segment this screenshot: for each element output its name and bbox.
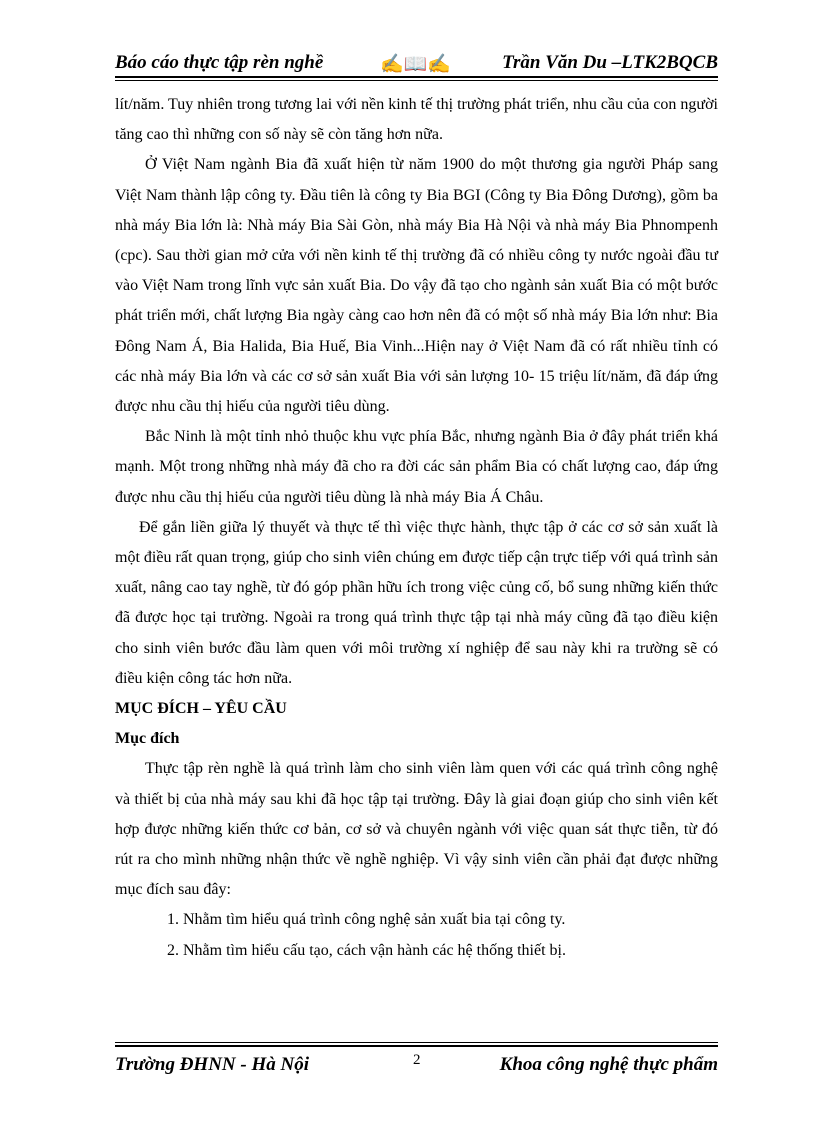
purpose-list (115, 905, 718, 965)
paragraph: Bắc Ninh là một tỉnh nhỏ thuộc khu vực phía Bắc, nhưng ngành Bia ở đây phát triển khá mạnh. Một trong những nhà máy đã cho ra đời các sản phẩm Bia có chất lượng cao, đáp ứng được nhu cầu thị hiếu của người tiêu dùng là nhà máy Bia Á Châu. (115, 428, 718, 506)
page-header (115, 46, 718, 76)
footer-department: Khoa công nghệ thực phẩm (499, 1054, 718, 1075)
book-ornament-icon: ✍📖✍ (380, 54, 451, 75)
page-body (115, 90, 718, 966)
paragraph: Ở Việt Nam ngành Bia đã xuất hiện từ năm 1900 do một thương gia người Pháp sang Việt Nam thành lập công ty. Đầu tiên là công ty Bia BGI (Công ty Bia Đông Dương), gồm ba nhà máy Bia lớn là: Nhà máy Bia Sài Gòn, nhà máy Bia Hà Nội và nhà máy Bia Phnompenh (cpc). Sau thời gian mở cửa với nền kinh tế thị trường đã có nhiều công ty nước ngoài đầu tư vào Việt Nam trong lĩnh vực sản xuất Bia. Do vậy đã tạo cho ngành sản xuất Bia có một bước phát triển mới, chất lượng Bia ngày càng cao hơn nên đã có một số nhà máy Bia lớn như: Bia Đông Nam Á, Bia Halida, Bia Huế, Bia Vinh...Hiện nay ở Việt Nam đã có rất nhiều tỉnh có các nhà máy Bia lớn và các cơ sở sản xuất Bia với sản lượng 10- 15 triệu lít/năm, đã đáp ứng được nhu cầu thị hiếu của người tiêu dùng. (115, 156, 718, 416)
sub-heading: Mục đích (115, 730, 180, 748)
header-rule-thin (115, 80, 718, 81)
list-item: 2. Nhằm tìm hiểu cấu tạo, cách vận hành các hệ thống thiết bị. (167, 941, 566, 959)
header-author: Trần Văn Du –LTK2BQCB (502, 52, 718, 73)
paragraph: Thực tập rèn nghề là quá trình làm cho sinh viên làm quen với các quá trình công nghệ và thiết bị của nhà máy sau khi đã học tập tại trường. Đây là giai đoạn giúp cho sinh viên kết hợp được những kiến thức cơ bản, cơ sở và chuyên ngành với việc quan sát thực tiễn, từ đó rút ra cho mình những nhận thức về nghề nghiệp. Vì vậy sinh viên cần phải đạt được những mục đích sau đây: (115, 760, 718, 899)
section-heading: MỤC ĐÍCH – YÊU CẦU (115, 700, 287, 718)
footer-rule (115, 1045, 718, 1047)
paragraph: lít/năm. Tuy nhiên trong tương lai với nền kinh tế thị trường phát triển, nhu cầu của con người tăng cao thì những con số này sẽ còn tăng hơn nữa. (115, 96, 718, 144)
paragraph: Để gắn liền giữa lý thuyết và thực tế thì việc thực hành, thực tập ở các cơ sở sản xuất là một điều rất quan trọng, giúp cho sinh viên chúng em được tiếp cận trực tiếp với quá trình sản xuất, nâng cao tay nghề, từ đó góp phần hữu ích trong việc củng cố, bổ sung những kiến thức đã được học tại trường. Ngoài ra trong quá trình thực tập tại nhà máy cũng đã tạo điều kiện cho sinh viên bước đầu làm quen với môi trường xí nghiệp để sau này khi ra trường sẽ có điều kiện công tác hơn nữa. (115, 518, 718, 687)
footer-school: Trường ĐHNN - Hà Nội (115, 1054, 309, 1075)
page-footer (115, 1050, 718, 1080)
header-rule (115, 76, 718, 78)
list-item: 1. Nhằm tìm hiểu quá trình công nghệ sản xuất bia tại công ty. (167, 911, 566, 929)
footer-rule-thin (115, 1042, 718, 1043)
page-number: 2 (413, 1052, 421, 1068)
header-title: Báo cáo thực tập rèn nghề (115, 52, 324, 73)
